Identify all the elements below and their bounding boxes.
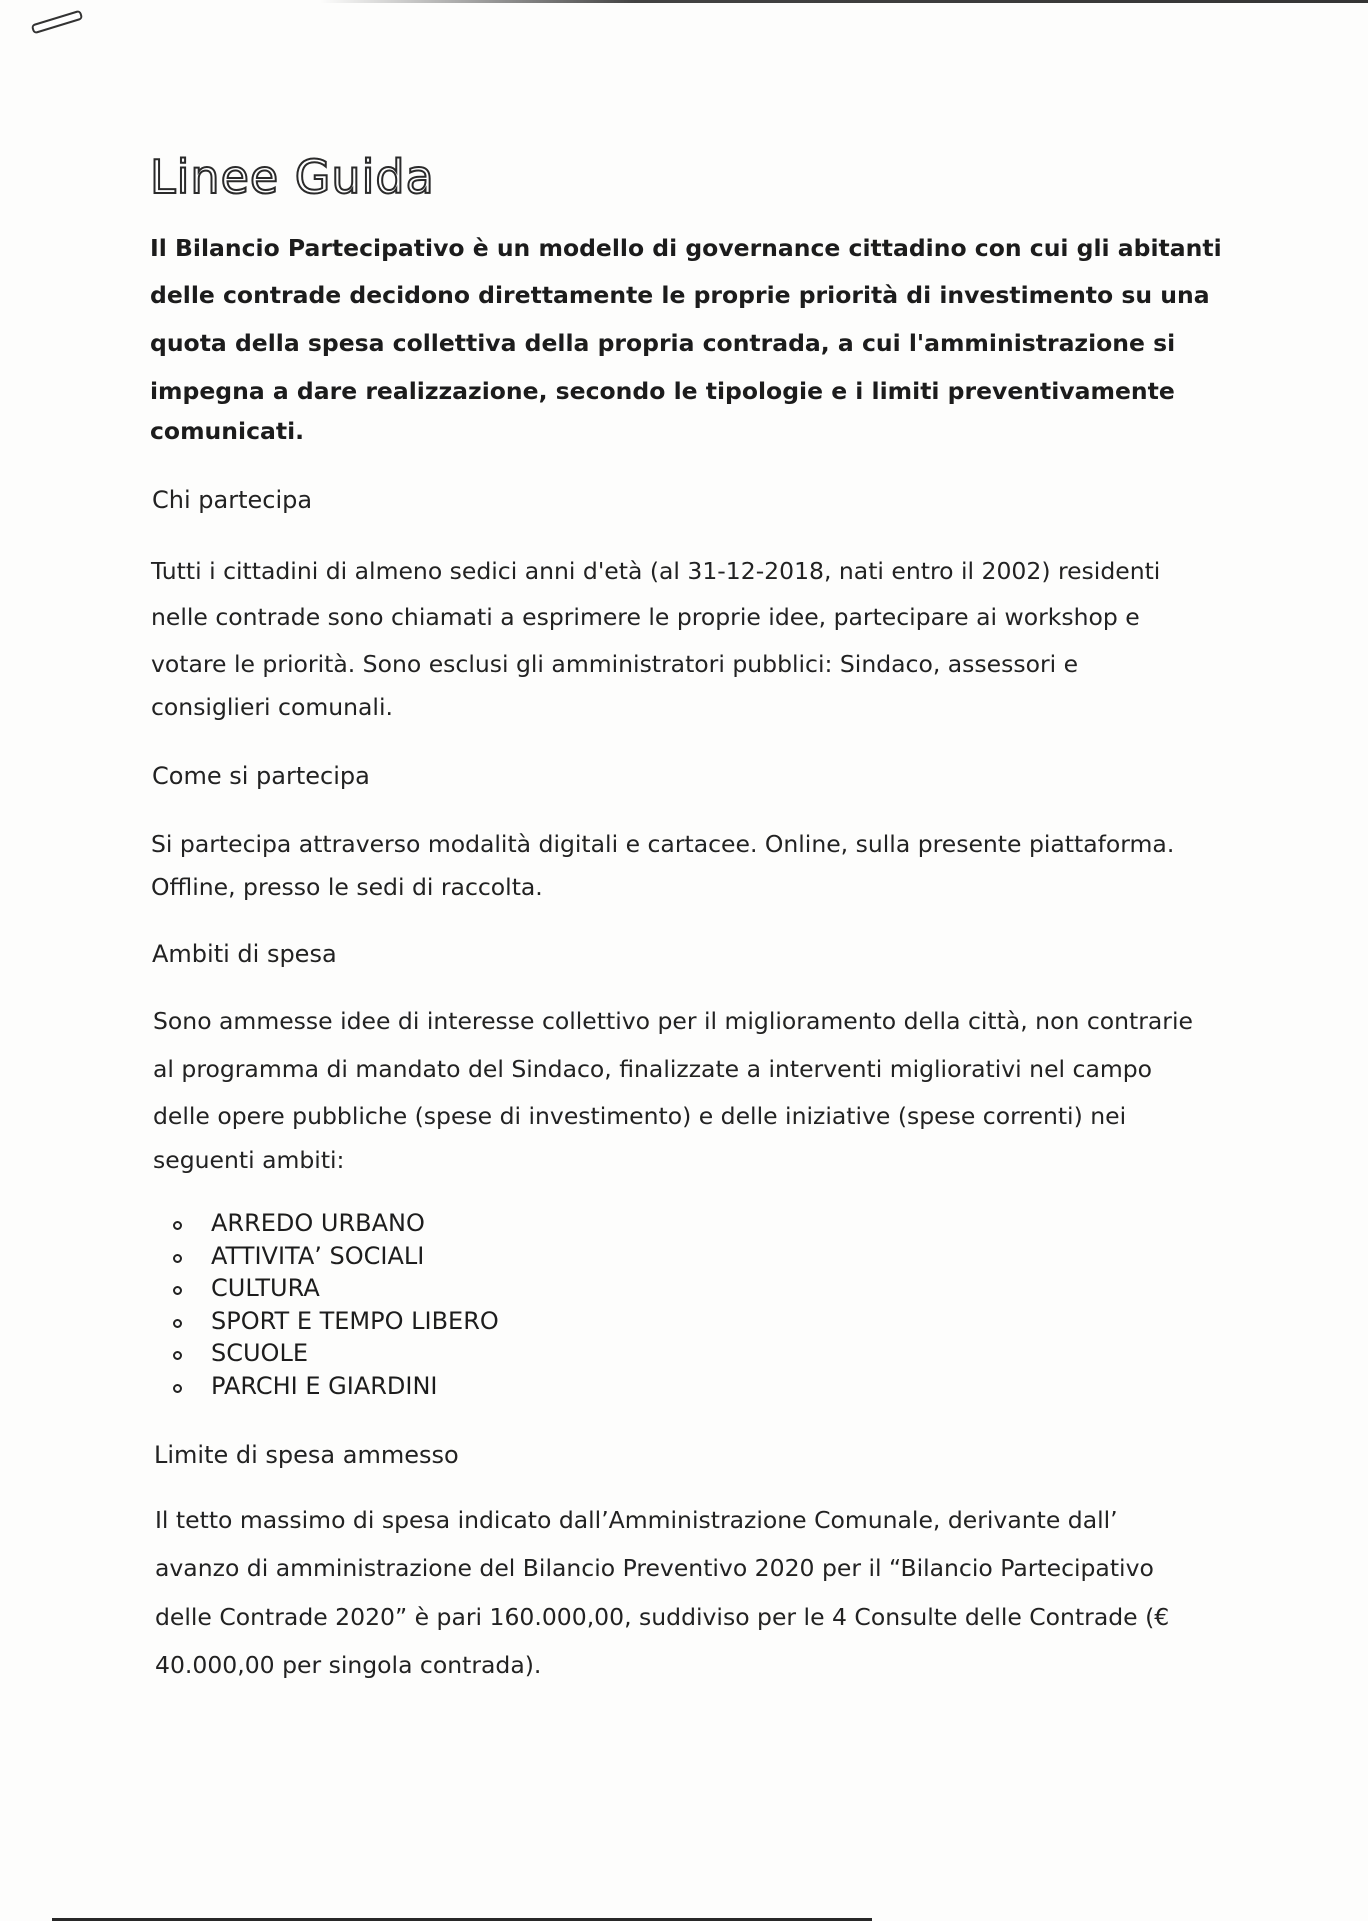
list-item [168,1272,499,1305]
section-heading-chi-partecipa: Chi partecipa [152,486,313,514]
intro-line: delle contrade decidono direttamente le proprie priorità di investimento su una [150,281,1210,309]
body-line: Sono ammesse idee di interesse collettivo per il miglioramento della città, non contrarie [153,1007,1193,1035]
body-line: Tutti i cittadini di almeno sedici anni d'età (al 31-12-2018, nati entro il 2002) residenti [151,557,1161,585]
document-title: Linee Guida [150,150,435,204]
intro-line: comunicati. [150,417,305,445]
section-heading-limite-di-spesa: Limite di spesa ammesso [154,1441,459,1469]
circle-bullet-icon [173,1319,182,1328]
list-item-label: ARREDO URBANO [211,1209,425,1237]
list-item-label: SPORT E TEMPO LIBERO [211,1306,499,1335]
list-item [168,1305,499,1338]
circle-bullet-icon [173,1351,182,1360]
section-heading-ambiti-di-spesa: Ambiti di spesa [152,940,337,968]
intro-line: quota della spesa collettiva della propria contrada, a cui l'amministrazione si [150,329,1176,357]
list-item [168,1207,499,1240]
list-item-label: ATTIVITA’ SOCIALI [211,1241,425,1270]
list-item-label: SCUOLE [211,1339,308,1367]
body-line: Il tetto massimo di spesa indicato dall’Amministrazione Comunale, derivante dall’ [155,1506,1118,1534]
intro-line: Il Bilancio Partecipativo è un modello di governance cittadino con cui gli abitanti [150,234,1222,262]
body-line: al programma di mandato del Sindaco, finalizzate a interventi migliorativi nel campo [153,1055,1153,1083]
circle-bullet-icon [173,1254,182,1263]
body-line: avanzo di amministrazione del Bilancio Preventivo 2020 per il “Bilancio Partecipativo [155,1554,1154,1582]
staple-mark-icon [31,10,84,35]
body-line: delle opere pubbliche (spese di investimento) e delle iniziative (spese correnti) nei [153,1102,1127,1130]
body-line: Offline, presso le sedi di raccolta. [151,873,543,901]
intro-line: impegna a dare realizzazione, secondo le tipologie e i limiti preventivamente [150,377,1175,405]
circle-bullet-icon [173,1221,182,1230]
body-line: delle Contrade 2020” è pari 160.000,00, suddiviso per le 4 Consulte delle Contrade (€ [155,1603,1170,1631]
body-line: nelle contrade sono chiamati a esprimere le proprie idee, partecipare ai workshop e [151,603,1140,631]
body-line: votare le priorità. Sono esclusi gli amministratori pubblici: Sindaco, assessori e [151,650,1079,678]
section-heading-come-si-partecipa: Come si partecipa [152,762,370,790]
ambiti-list [168,1207,499,1402]
list-item [168,1240,499,1273]
list-item-label: PARCHI E GIARDINI [211,1371,438,1400]
circle-bullet-icon [173,1384,182,1393]
scan-edge-top [320,0,1368,3]
list-item [168,1337,499,1370]
body-line: 40.000,00 per singola contrada). [155,1651,542,1679]
body-line: Si partecipa attraverso modalità digitali e cartacee. Online, sulla presente piattaforma. [151,830,1175,858]
list-item [168,1370,499,1403]
circle-bullet-icon [173,1286,182,1295]
body-line: seguenti ambiti: [153,1146,345,1174]
list-item-label: CULTURA [211,1274,320,1302]
body-line: consiglieri comunali. [151,693,393,721]
